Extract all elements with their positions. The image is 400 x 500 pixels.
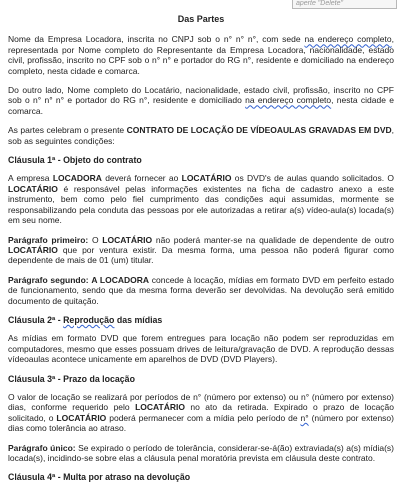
clause-1-heading: Cláusula 1ª - Objeto do contrato [8,155,142,166]
clause-1-text [8,173,394,225]
clause-4-heading: Cláusula 4ª - Multa por atraso na devolução [8,472,191,483]
paragraph-label: Parágrafo segundo: [8,274,89,285]
bold-term: LOCATÁRIO [8,244,58,255]
contract-name: CONTRATO DE LOCAÇÃO DE VÍDEOAULAS GRAVADAS EM DVD [126,125,392,136]
text-run: , sob as seguintes condições: [8,125,394,146]
paragraph-locadora [8,34,394,76]
bold-term: A LOCADORA [91,274,150,285]
text-run: As partes celebram o presente [8,125,127,136]
clause-2-text: As mídias em formato DVD que forem entregues para locação não podem ser reproduzidas em computadores, mesmo que esses possuam drives de leitura/gravação de DVD. A reprodução dessas vídeoaulas acontece unicamente em aparelhos de DVD (DVD Players). [8,333,394,365]
delete-hint-text: aperte "Delete" [296,0,343,7]
paragraph-segundo [8,275,394,306]
section-title: Das Partes [177,14,225,24]
spellcheck-underlined-text: Reprodução [63,314,115,325]
bold-term: LOCATÁRIO [8,183,58,194]
text-run: , representada por Nome completo do Representante da Empresa Locadora, nacionalidade, estado civil, profissão, inscrito no CPF sob o n° n° e portador do RG n°, residente e domiciliado na endereço completo, nesta cidade e comarca. [8,34,394,76]
text-run: Cláusula 2ª - [8,314,64,325]
paragraph-unico [8,443,394,464]
bold-term: LOCADORA [52,173,102,184]
paragraph-label: Parágrafo único: [8,442,76,453]
text-run: das mídias [114,314,163,325]
clause-3-heading: Cláusula 3ª - Prazo da locação [8,373,135,384]
text-run: Se expirado o período de tolerância, considerar-se-á(ão) extraviada(s) a(s) mídia(s) locada(s), incidindo-se sobre elas a cláusula penal moratória prevista em cláusula deste contrato. [8,442,394,463]
text-run: poderá permanecer com a mídia pelo período de [106,412,301,423]
clause-2-heading [8,315,394,325]
text-run: concede à locação, mídias em formato DVD em perfeito estado de funcionamento, sendo que da mesma forma deverão ser devolvidas. Na devolução será emitido documento de quitação. [8,274,394,306]
paragraph-agreement [8,125,394,146]
paragraph-label: Parágrafo primeiro: [8,234,89,245]
text-run: no ato da retirada. Expirado o prazo de locação solicitado, o [8,402,394,423]
text-run: é responsável pelas informações existentes na ficha de cadastro anexo a este instrumento, bem como pelo fiel cumprimento das condições aqui assumidas, mormente se responsabilizando pela conduta das pessoas por ele autorizadas a retirar a(s) vídeo-aula(s) locada(s) em seu nome. [8,183,394,226]
bold-term: LOCATÁRIO [102,234,153,245]
clause-3-text [8,392,394,434]
text-run: O valor de locação se realizará por períodos de n° (número por extenso) ou n° (número por extenso) dias, conforme requerido pelo [8,391,394,413]
text-run: os DVD's de aulas quando solicitados. O [231,173,394,184]
text-run: que por ventura existir. Da mesma forma, uma pessoa não poderá figurar como dependente de mais de 01 (um) titular. [8,244,394,266]
text-run: não poderá manter-se na qualidade de dependente de outro [152,234,394,245]
text-run: deverá fornecer ao [101,173,182,184]
text-run: (número por extenso) dias como tolerância ao atraso. [8,412,394,434]
paragraph-primeiro [8,235,394,266]
text-run: Nome da Empresa Locadora, inscrita no CNPJ sob o n° n° n°, com sede [8,34,305,45]
bold-term: LOCATÁRIO [56,412,107,423]
bold-term: LOCATÁRIO [135,402,185,413]
spellcheck-underlined-text: na endereço completo [245,95,332,106]
text-run: A empresa [8,173,53,184]
contract-document [8,12,394,491]
bold-term: LOCATÁRIO [181,173,232,184]
paragraph-locatario [8,85,394,116]
spellcheck-underlined-text: na endereço completo [304,34,392,45]
text-run: O [88,234,103,245]
text-run: , nesta cidade e comarca. [8,95,394,116]
spellcheck-underlined-text: n° [300,412,309,423]
text-run: Do outro lado, Nome completo do Locatário, nacionalidade, estado civil, profissão, inscrito no CPF sob o n° n° n° e portador do RG n°, residente e domiciliado [8,85,394,106]
delete-hint-box [292,0,397,9]
